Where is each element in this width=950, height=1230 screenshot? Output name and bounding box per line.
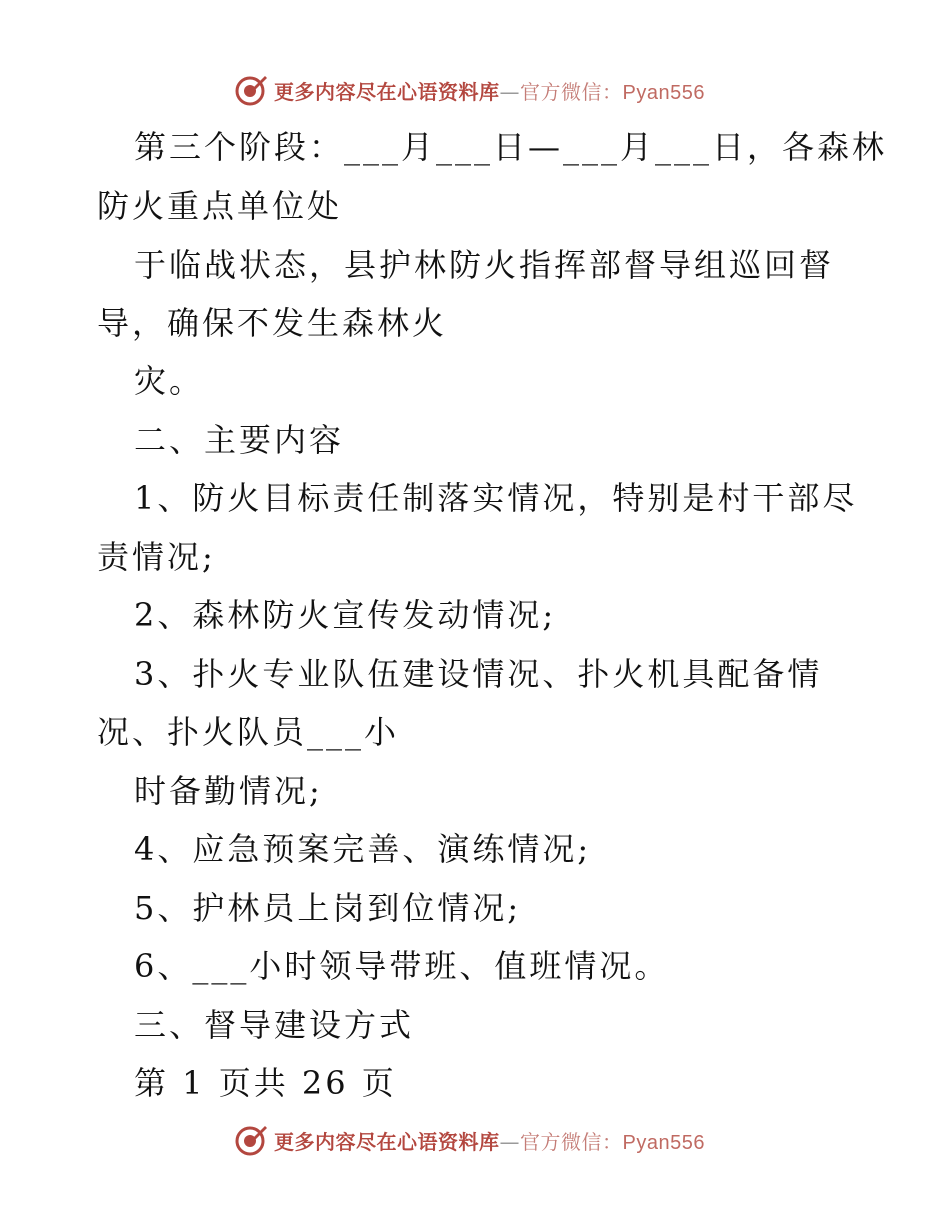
banner-separator: —: [499, 79, 520, 104]
banner-text: [274, 1126, 705, 1155]
section-heading: 三、督导建设方式: [134, 1006, 415, 1044]
body-line: 第三个阶段：___月___日—___月___日，各森林: [134, 128, 888, 166]
pen-logo-icon: [234, 1123, 268, 1157]
header-watermark-banner: [234, 72, 705, 108]
banner-title: 更多内容尽在心语资料库: [274, 1129, 500, 1154]
banner-title: 更多内容尽在心语资料库: [274, 79, 500, 104]
banner-text: [274, 76, 705, 105]
body-line: 况、扑火队员___小: [97, 713, 400, 751]
banner-wechat-id: Pyan556: [622, 81, 705, 104]
banner-wechat-label: 官方微信：: [520, 1129, 623, 1154]
section-heading: 二、主要内容: [134, 421, 345, 459]
body-line: 1、防火目标责任制落实情况，特别是村干部尽: [134, 479, 858, 517]
body-line: 6、___小时领导带班、值班情况。: [134, 947, 670, 985]
banner-wechat-id: Pyan556: [622, 1131, 705, 1154]
body-line: 责情况;: [97, 538, 216, 576]
footer-watermark-banner: [234, 1122, 705, 1158]
body-line: 于临战状态，县护林防火指挥部督导组巡回督: [134, 246, 835, 284]
body-line: 灾。: [134, 362, 205, 400]
body-line: 时备勤情况;: [134, 772, 323, 810]
body-line: 2、森林防火宣传发动情况;: [134, 596, 557, 634]
page-number: 第 1 页共 26 页: [134, 1064, 397, 1102]
banner-wechat-label: 官方微信：: [520, 79, 623, 104]
body-line: 5、护林员上岗到位情况;: [134, 889, 522, 927]
banner-separator: —: [499, 1129, 520, 1154]
body-line: 3、扑火专业队伍建设情况、扑火机具配备情: [134, 655, 823, 693]
body-line: 4、应急预案完善、演练情况;: [134, 830, 592, 868]
body-line: 防火重点单位处: [97, 187, 343, 225]
pen-logo-icon: [234, 73, 268, 107]
body-line: 导，确保不发生森林火: [97, 304, 448, 342]
